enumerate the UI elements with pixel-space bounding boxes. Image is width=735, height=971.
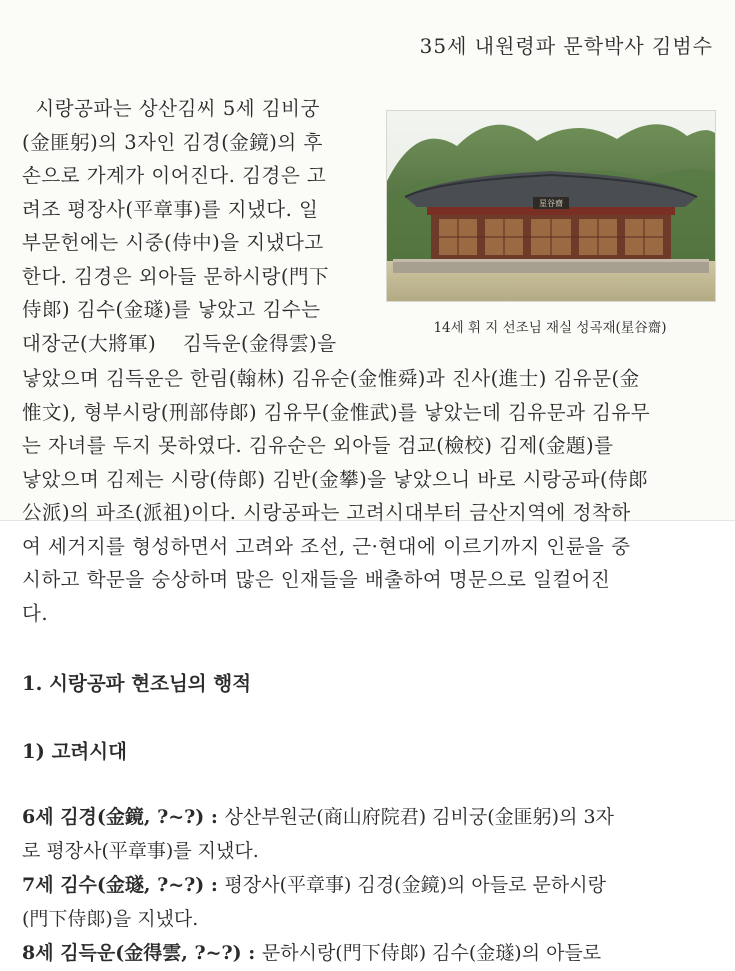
section-title: 1. 시랑공파 현조님의 행적 (22, 672, 252, 695)
entry-name: 8세 김득운(金得雲, ?~?) : (22, 942, 262, 964)
intro-paragraph-left (22, 92, 374, 360)
text-line: 낳았으며 김득운은 한림(翰林) 김유순(金惟舜)과 진사(進士) 김유문(金 (22, 367, 640, 390)
text-line: 시랑공파는 상산김씨 5세 김비궁 (22, 97, 320, 120)
shrine-sign: 星谷齋 (539, 199, 563, 208)
shrine-photo (386, 110, 716, 302)
text-line: 는 자녀를 두지 못하였다. 김유순은 외아들 검교(檢校) 김제(金題)를 (22, 434, 614, 457)
text-line: 公派)의 파조(派祖)이다. 시랑공파는 고려시대부터 금산지역에 정착하 (22, 501, 631, 524)
text-line: (金匪躬)의 3자인 김경(金鏡)의 후 (22, 130, 323, 154)
text-line: 시하고 학문을 숭상하며 많은 인재들을 배출하여 명문으로 일컬어진 (22, 568, 611, 591)
text-line: 려조 평장사(平章事)를 지냈다. 일 (22, 197, 319, 221)
entry-text: 평장사(平章事) 김경(金鏡)의 아들로 문하시랑 (224, 874, 606, 896)
ancestor-entries (22, 800, 717, 970)
entry-continuation: 로 평장사(平章事)를 지냈다. (22, 840, 259, 862)
entry-line (22, 800, 717, 834)
text-line: 대장군(大將軍) 김득운(金得雲)을 (22, 331, 337, 355)
text-line: 惟文), 형부시랑(刑部侍郞) 김유무(金惟武)를 낳았는데 김유문과 김유무 (22, 400, 651, 424)
photo-caption: 14세 휘 지 선조님 재실 성곡재(星谷齋) (433, 320, 667, 336)
entry-name: 6세 김경(金鏡, ?~?) : (22, 806, 225, 828)
text-line: 한다. 김경은 외아들 문하시랑(門下 (22, 264, 329, 288)
entry-text: 상산부원군(商山府院君) 김비궁(金匪躬)의 3자 (224, 806, 614, 828)
entry-name: 7세 김수(金璲, ?~?) : (22, 874, 225, 896)
text-line: 낳았으며 김제는 시랑(侍郞) 김반(金攀)을 낳았으니 바로 시랑공파(侍郞 (22, 467, 649, 491)
entry-continuation: (門下侍郞)을 지냈다. (22, 908, 199, 930)
entry-line (22, 936, 717, 970)
subsection-title: 1) 고려시대 (22, 740, 127, 763)
entry-line (22, 868, 717, 902)
shrine-image (387, 111, 715, 301)
entry-text: 문하시랑(門下侍郞) 김수(金璲)의 아들로 (261, 942, 602, 964)
intro-paragraph-full (22, 362, 717, 630)
text-line: 侍郞) 김수(金璲)를 낳았고 김수는 (22, 298, 321, 321)
text-line: 부문헌에는 시중(侍中)을 지냈다고 (22, 231, 324, 254)
text-line: 여 세거지를 형성하면서 고려와 조선, 근·현대에 이르기까지 인륜을 중 (22, 534, 631, 558)
text-line: 다. (22, 601, 49, 625)
text-line: 손으로 가계가 이어진다. 김경은 고 (22, 164, 327, 187)
author-line: 35세 내원령파 문학박사 김범수 (419, 34, 713, 58)
